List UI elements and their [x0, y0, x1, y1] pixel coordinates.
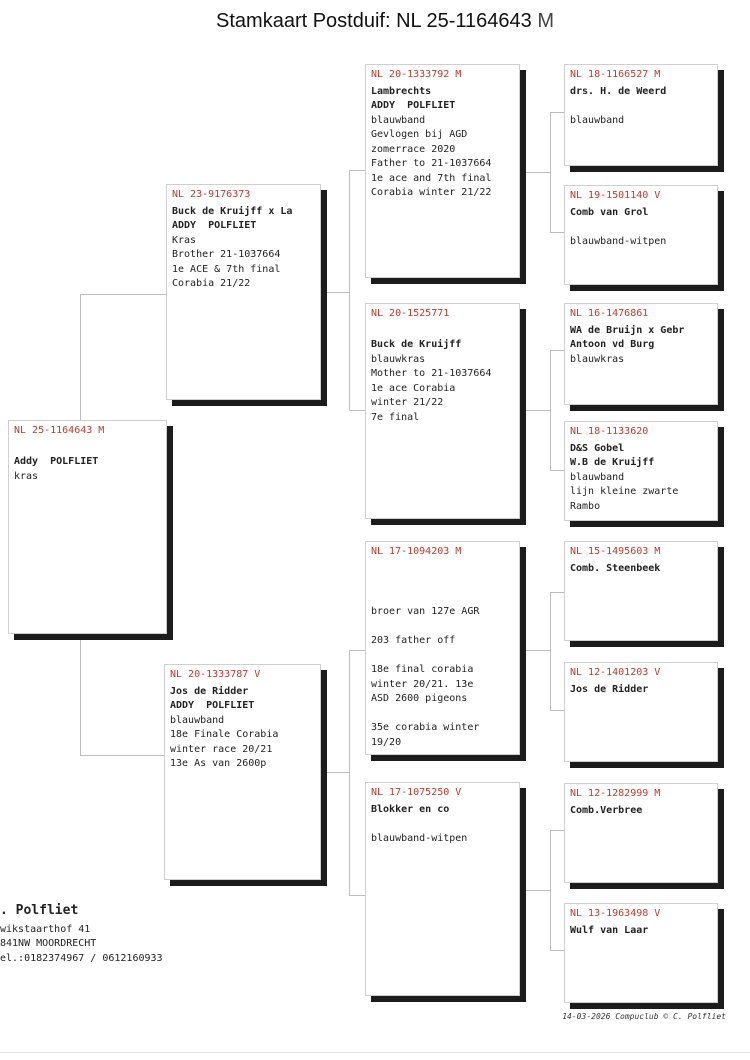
info-line: 7e final — [371, 411, 420, 423]
connector — [520, 410, 550, 411]
breeder-line: W.B de Kruijff — [570, 457, 655, 468]
connector — [520, 890, 550, 891]
info-line: blauwband — [570, 114, 625, 126]
connector — [80, 755, 166, 756]
card-father-father[interactable] — [365, 64, 520, 278]
info-line: 35e corabia winter — [371, 722, 480, 733]
connector — [550, 592, 551, 710]
breeder-line: Lambrechts — [371, 85, 432, 97]
owner-city: 841NW MOORDRECHT — [0, 938, 97, 949]
card-father[interactable] — [166, 184, 321, 400]
info-line: 1e ace and 7th final — [371, 172, 492, 184]
connector — [80, 294, 81, 420]
connector — [550, 350, 564, 351]
breeder-line: Addy POLFLIET — [14, 456, 99, 467]
card-father-mother[interactable] — [365, 303, 520, 519]
connector — [349, 895, 365, 896]
card-ff-father[interactable] — [564, 64, 718, 166]
owner-address: wikstaarthof 41 — [0, 923, 91, 935]
owner-block — [0, 904, 163, 966]
ring-number: NL 13-1963498 V — [570, 908, 661, 919]
breeder-line: ADDY POLFLIET — [172, 220, 257, 231]
connector — [321, 772, 349, 773]
page-bottom-rule — [0, 1052, 750, 1053]
info-line — [14, 441, 161, 456]
info-line: ASD 2600 pigeons — [371, 693, 468, 704]
info-line: 1e ACE & 7th final — [172, 263, 281, 275]
connector — [520, 172, 550, 173]
card-mother[interactable] — [164, 664, 321, 880]
ring-number: NL 12-1401203 V — [570, 667, 661, 678]
info-line: 1e ace Corabia — [371, 382, 456, 394]
info-line: Father to 21-1037664 — [371, 158, 492, 169]
info-line: kras — [14, 470, 39, 482]
connector — [550, 830, 551, 950]
card-mf-mother[interactable] — [564, 662, 718, 762]
info-line — [371, 591, 514, 606]
card-mother-mother[interactable] — [365, 782, 520, 996]
page-title-text: Stamkaart Postduif: NL 25-1164643 — [216, 10, 532, 32]
ring-number: NL 17-1094203 M — [371, 546, 462, 557]
connector — [550, 950, 564, 951]
breeder-line: Buck de Kruijff x La — [172, 205, 293, 217]
info-line: Gevlogen bij AGD — [371, 129, 468, 140]
breeder-line: ADDY POLFLIET — [170, 700, 255, 711]
connector — [321, 292, 349, 293]
info-line: Corabia 21/22 — [172, 278, 251, 289]
owner-name: . Polfliet — [0, 903, 79, 918]
breeder-line: Comb van Grol — [570, 206, 649, 218]
ring-number: NL 20-1333787 V — [170, 669, 261, 680]
ring-number: NL 25-1164643 M — [14, 425, 105, 436]
ring-number: NL 20-1525771 — [371, 308, 450, 319]
ring-number: NL 17-1075250 V — [371, 787, 462, 798]
connector — [349, 170, 350, 410]
breeder-line: Buck de Kruijff — [371, 339, 462, 350]
owner-phone: el.:0182374967 / 0612160933 — [0, 952, 163, 964]
connector — [550, 112, 551, 232]
breeder-line: Wulf van Laar — [570, 924, 649, 936]
card-mm-mother[interactable] — [564, 903, 718, 1003]
info-line: blauwband — [371, 114, 426, 126]
print-credit: 14-03-2026 Compuclub © C. Polfliet — [562, 1012, 726, 1021]
breeder-line: Blokker en co — [371, 803, 450, 815]
connector — [550, 710, 564, 711]
info-line: lijn kleine zwarte — [570, 486, 679, 497]
breeder-line: Antoon vd Burg — [570, 339, 655, 350]
info-line: blauwband-witpen — [371, 832, 468, 844]
ring-number: NL 19-1501140 V — [570, 190, 661, 201]
info-line: winter 21/22 — [371, 397, 444, 408]
card-subject[interactable] — [8, 420, 167, 634]
connector — [349, 410, 365, 411]
card-fm-father[interactable] — [564, 303, 718, 405]
ring-number: NL 15-1495603 M — [570, 546, 661, 557]
info-line: 203 father off — [371, 635, 456, 646]
ring-number: NL 12-1282999 M — [570, 788, 661, 799]
info-line — [371, 620, 514, 635]
connector — [349, 650, 350, 895]
info-line: 18e final corabia — [371, 664, 474, 675]
breeder-line: drs. H. de Weerd — [570, 85, 667, 97]
connector — [349, 650, 365, 651]
info-line — [371, 649, 514, 664]
ring-number: NL 20-1333792 M — [371, 69, 462, 80]
ring-number: NL 18-1166527 M — [570, 69, 661, 80]
info-line: blauwkras — [570, 353, 625, 365]
info-line — [371, 707, 514, 722]
info-line: blauwkras — [371, 353, 426, 365]
info-line: Brother 21-1037664 — [172, 249, 281, 260]
connector — [550, 470, 564, 471]
connector — [550, 232, 564, 233]
connector — [550, 592, 564, 593]
connector — [349, 170, 365, 171]
breeder-line: Jos de Ridder — [170, 685, 249, 697]
breeder-line: D&S Gobel — [570, 442, 625, 454]
info-line: blauwband-witpen — [570, 235, 667, 247]
connector — [80, 635, 81, 755]
ring-number: NL 16-1476861 — [570, 308, 649, 319]
info-line — [371, 817, 514, 832]
breeder-line: WA de Bruijn x Gebr — [570, 324, 685, 336]
breeder-line: Comb. Steenbeek — [570, 562, 661, 574]
connector — [80, 294, 166, 295]
info-line — [371, 324, 514, 339]
info-line: blauwband — [170, 714, 225, 726]
info-line: 13e As van 2600p — [170, 758, 267, 769]
breeder-line: Comb.Verbree — [570, 804, 643, 816]
breeder-line: ADDY POLFLIET — [371, 100, 456, 111]
info-line: winter race 20/21 — [170, 743, 273, 755]
connector — [550, 112, 564, 113]
page-title-sex: M — [531, 10, 554, 32]
card-ff-mother[interactable] — [564, 185, 718, 285]
info-line: Mother to 21-1037664 — [371, 368, 492, 379]
connector — [550, 830, 564, 831]
info-line: 19/20 — [371, 736, 402, 748]
page-title — [0, 10, 750, 33]
info-line — [371, 562, 514, 577]
info-line: Kras — [172, 234, 197, 246]
info-line: zomerrace 2020 — [371, 143, 456, 155]
breeder-line: Jos de Ridder — [570, 683, 649, 695]
connector — [550, 350, 551, 470]
connector — [520, 650, 550, 651]
info-line: winter 20/21. 13e — [371, 678, 474, 690]
info-line: 18e Finale Corabia — [170, 729, 279, 740]
card-fm-mother[interactable] — [564, 421, 718, 521]
card-mm-father[interactable] — [564, 783, 718, 883]
card-mf-father[interactable] — [564, 541, 718, 641]
ring-number: NL 18-1133620 — [570, 426, 649, 437]
info-line: blauwband — [570, 471, 625, 483]
info-line — [371, 576, 514, 591]
info-line: broer van 127e AGR — [371, 606, 480, 617]
info-line — [570, 220, 712, 235]
info-line — [570, 99, 712, 114]
info-line: Rambo — [570, 500, 601, 512]
card-mother-father[interactable] — [365, 541, 520, 755]
ring-number: NL 23-9176373 — [172, 189, 251, 200]
info-line: Corabia winter 21/22 — [371, 187, 492, 198]
